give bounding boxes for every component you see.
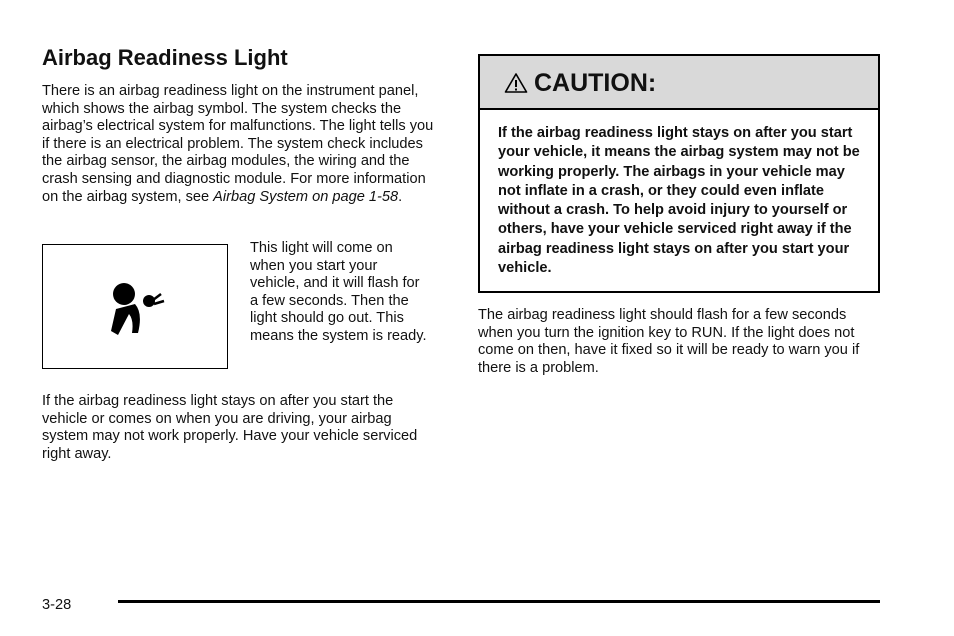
page-number: 3-28 xyxy=(42,597,72,613)
section-heading: Airbag Readiness Light xyxy=(42,45,288,70)
intro-end: . xyxy=(398,188,403,205)
footer-rule xyxy=(118,600,880,603)
cross-reference-link: Airbag System on page 1-58 xyxy=(213,188,399,205)
caution-body: If the airbag readiness light stays on after you start your vehicle, it means the airbag system may not be working properly. The airbags in your vehicle may not inflate in a crash, or they could even inflate without a crash. To help avoid injury to yourself or others, have your vehicle serviced right away if the airbag readiness light stays on after you start your vehicle. xyxy=(498,125,860,277)
caution-header xyxy=(480,56,878,110)
airbag-icon-box xyxy=(42,244,228,369)
warning-triangle-icon xyxy=(504,72,528,94)
caution-box xyxy=(478,54,880,293)
airbag-readiness-icon xyxy=(105,277,167,339)
intro-text: There is an airbag readiness light on the instrument panel, which shows the airbag symbol. The system checks the airbag’s electrical system for malfunctions. The light tells you if there is an electrical problem. The system check includes the airbag sensor, the airbag modules, the wiring and the crash sensing and diagnostic module. For more information on the airbag system, see xyxy=(42,83,434,205)
flash-paragraph: The airbag readiness light should flash for a few seconds when you turn the ignition key to RUN. If the light does not come on then, have it fixed so it will be ready to warn you if there is a problem. xyxy=(478,307,860,376)
intro-paragraph xyxy=(42,83,437,206)
stays-on-paragraph: If the airbag readiness light stays on after you start the vehicle or comes on when you are driving, your airbag system may not work properly. Have your vehicle serviced right away. xyxy=(42,393,418,462)
icon-caption: This light will come on when you start your vehicle, and it will flash for a few seconds. Then the light should go out. This means the system is ready. xyxy=(250,240,427,344)
caution-title: CAUTION: xyxy=(534,69,657,97)
